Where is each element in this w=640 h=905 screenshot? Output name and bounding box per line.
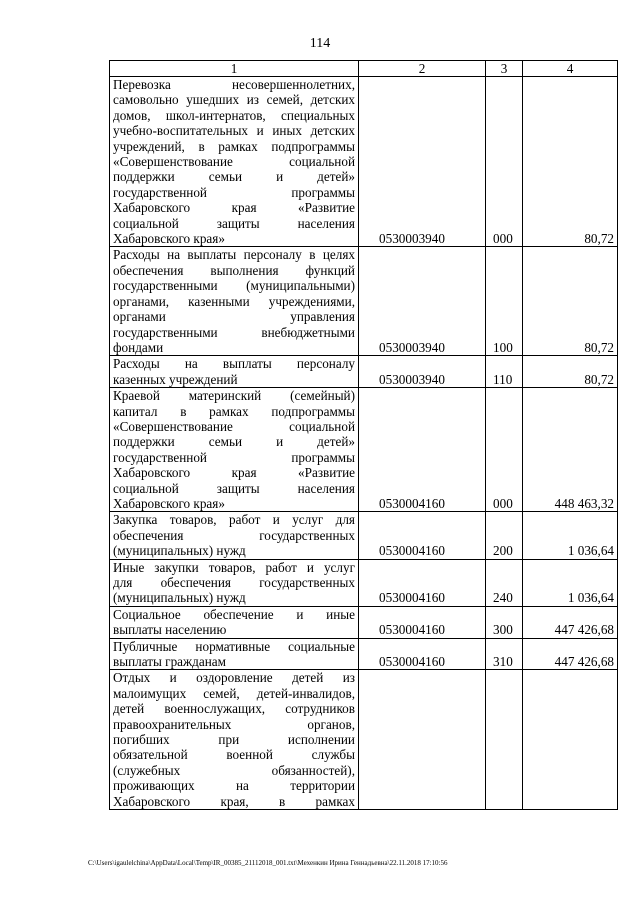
row-name-line: Краевой материнский (семейный) — [113, 388, 355, 404]
row-name-line: поддержки семьи и детей» — [113, 434, 355, 450]
row-target-code-cell: 0530004160 — [359, 559, 486, 606]
row-name-line: государственными внебюджетными — [113, 324, 355, 340]
row-name-line: малоимущих семей, детей-инвалидов, — [113, 685, 355, 701]
row-name-line: социальной защиты населения — [113, 480, 355, 496]
row-name-line: капитал в рамках подпрограммы — [113, 403, 355, 419]
row-name-line: Закупка товаров, работ и услуг для — [113, 512, 355, 528]
row-name-line: казенных учреждений — [113, 371, 238, 387]
row-name-cell — [110, 356, 359, 388]
row-name-line: Хабаровского края» — [113, 495, 225, 511]
row-name-cell — [110, 559, 359, 606]
row-target-code-cell: 0530004160 — [359, 512, 486, 559]
row-expense-type-cell: 000 — [486, 77, 523, 247]
column-header-4: 4 — [523, 61, 618, 77]
row-name-cell — [110, 388, 359, 512]
row-name-line: обеспечения выполнения функций — [113, 262, 355, 278]
table-header-row — [110, 61, 618, 77]
row-target-code-cell: 0530003940 — [359, 247, 486, 356]
row-name-line: Отдых и оздоровление детей из — [113, 670, 355, 686]
table-row — [110, 512, 618, 559]
row-name-line: органами управления — [113, 309, 355, 325]
row-name-line: (служебных обязанностей), — [113, 762, 355, 778]
row-target-code-cell: 0530003940 — [359, 77, 486, 247]
row-name-cell — [110, 512, 359, 559]
row-expense-type-cell: 240 — [486, 559, 523, 606]
row-expense-type-cell: 310 — [486, 638, 523, 670]
row-name-line: «Совершенствование социальной — [113, 418, 355, 434]
row-name-line: выплаты населению — [113, 622, 227, 638]
row-expense-type-cell: 110 — [486, 356, 523, 388]
row-name-line: Хабаровского края» — [113, 231, 225, 247]
row-name-cell — [110, 247, 359, 356]
row-sum-cell: 80,72 — [523, 247, 618, 356]
row-sum-cell — [523, 670, 618, 810]
row-name-line: для обеспечения государственных — [113, 575, 355, 590]
row-name-line: Публичные нормативные социальные — [113, 638, 355, 654]
row-target-code-cell: 0530004160 — [359, 606, 486, 638]
row-name-line: детей военнослужащих, сотрудников — [113, 701, 355, 717]
row-name-line: поддержки семьи и детей» — [113, 169, 355, 185]
row-name-line: «Совершенствование социальной — [113, 154, 355, 170]
table-row — [110, 247, 618, 356]
row-expense-type-cell: 200 — [486, 512, 523, 559]
page-number: 114 — [309, 36, 331, 51]
table-row — [110, 388, 618, 512]
row-name-line: проживающих на территории — [113, 778, 355, 794]
row-name-cell — [110, 77, 359, 247]
budget-table — [109, 60, 618, 810]
row-name-line: государственной программы — [113, 184, 355, 200]
row-name-line: Хабаровского края «Развитие — [113, 200, 355, 216]
row-name-cell — [110, 606, 359, 638]
row-name-cell — [110, 638, 359, 670]
row-name-line: Хабаровского края, в рамках — [113, 793, 355, 809]
row-expense-type-cell: 000 — [486, 388, 523, 512]
table-row — [110, 77, 618, 247]
table-row — [110, 606, 618, 638]
row-name-line: выплаты гражданам — [113, 654, 226, 670]
row-name-line: Социальное обеспечение и иные — [113, 606, 355, 622]
row-name-line: социальной защиты населения — [113, 215, 355, 231]
row-name-line: правоохранительных органов, — [113, 716, 355, 732]
row-sum-cell: 447 426,68 — [523, 606, 618, 638]
footer-file-path: C:\Users\igaulelchina\AppData\Local\Temp\IR_00385_21112018_001.txt\Мехенкин Ирина Геннадьевна\22.11.2018 17:10:56 — [88, 859, 448, 867]
row-sum-cell: 1 036,64 — [523, 512, 618, 559]
row-sum-cell: 80,72 — [523, 77, 618, 247]
row-name-line: самовольно ушедших из семей, детских — [113, 92, 355, 108]
row-name-line: обязательной военной службы — [113, 747, 355, 763]
row-name-line: (муниципальных) нужд — [113, 543, 246, 559]
row-name-line: учебно-воспитательных и иных детских — [113, 123, 355, 139]
row-sum-cell: 1 036,64 — [523, 559, 618, 606]
row-name-line: государственной программы — [113, 449, 355, 465]
row-name-line: органами, казенными учреждениями, — [113, 293, 355, 309]
row-sum-cell: 448 463,32 — [523, 388, 618, 512]
row-name-line: погибших при исполнении — [113, 732, 355, 748]
row-name-line: Расходы на выплаты персоналу в целях — [113, 247, 355, 263]
row-target-code-cell: 0530004160 — [359, 638, 486, 670]
table-row — [110, 670, 618, 810]
row-sum-cell: 80,72 — [523, 356, 618, 388]
table-row — [110, 356, 618, 388]
row-expense-type-cell: 300 — [486, 606, 523, 638]
row-expense-type-cell: 100 — [486, 247, 523, 356]
row-name-line: Расходы на выплаты персоналу — [113, 356, 355, 372]
row-name-line: фондами — [113, 339, 164, 355]
row-name-line: государственными (муниципальными) — [113, 278, 355, 294]
column-header-2: 2 — [359, 61, 486, 77]
row-target-code-cell: 0530003940 — [359, 356, 486, 388]
row-name-line: Перевозка несовершеннолетних, — [113, 77, 355, 92]
column-header-3: 3 — [486, 61, 523, 77]
column-header-1: 1 — [110, 61, 359, 77]
row-name-line: учреждений, в рамках подпрограммы — [113, 138, 355, 154]
row-name-cell — [110, 670, 359, 810]
row-target-code-cell — [359, 670, 486, 810]
table-row — [110, 559, 618, 606]
row-name-line: обеспечения государственных — [113, 527, 355, 543]
row-name-line: Иные закупки товаров, работ и услуг — [113, 559, 355, 575]
row-name-line: (муниципальных) нужд — [113, 590, 246, 606]
row-target-code-cell: 0530004160 — [359, 388, 486, 512]
row-expense-type-cell — [486, 670, 523, 810]
row-name-line: домов, школ-интернатов, специальных — [113, 107, 355, 123]
row-sum-cell: 447 426,68 — [523, 638, 618, 670]
row-name-line: Хабаровского края «Развитие — [113, 465, 355, 481]
table-row — [110, 638, 618, 670]
